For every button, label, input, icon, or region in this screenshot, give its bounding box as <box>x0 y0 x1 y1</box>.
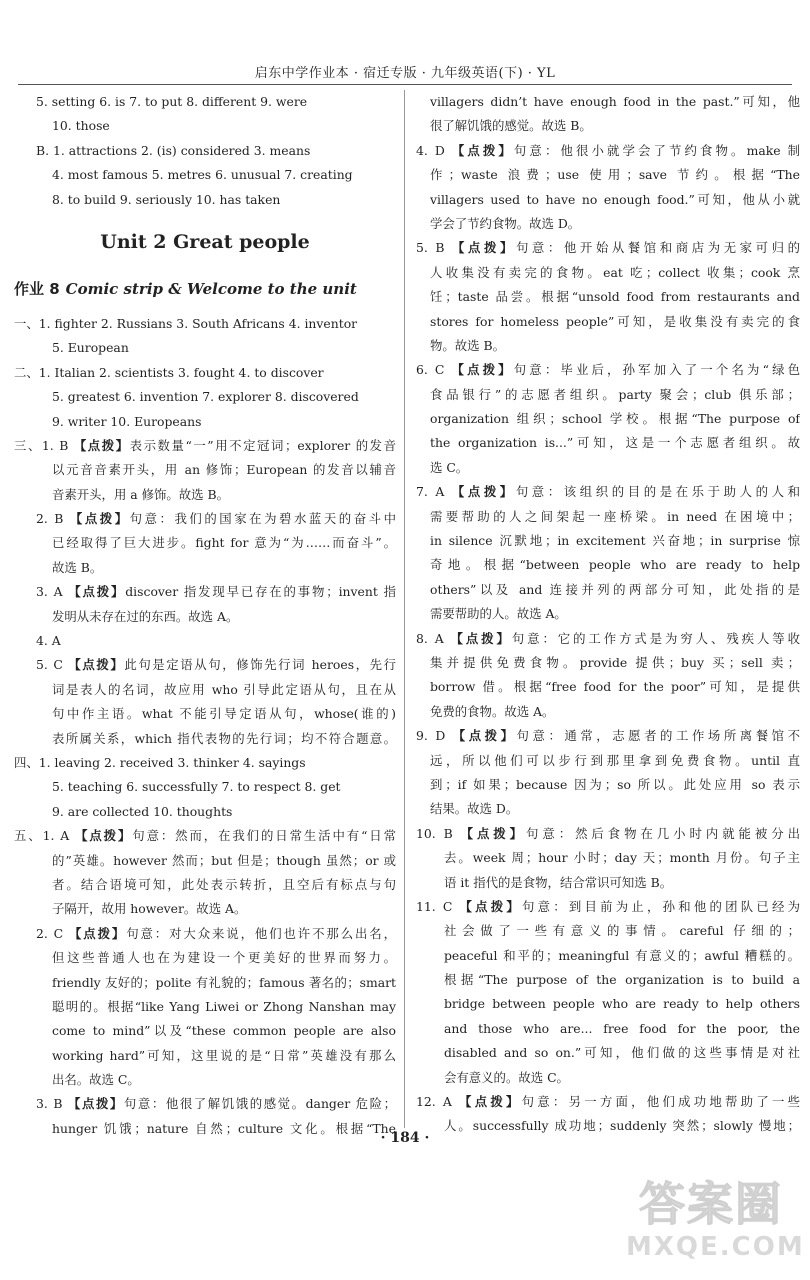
hint-tag: 【点拨】 <box>451 362 514 378</box>
answer-line: 已经取得了巨大进步。fight for 意为“为……而奋斗”。 <box>52 535 396 551</box>
answer-line: the organization is...”可知，这是一个志愿者组织。故 <box>430 435 800 451</box>
header-rule <box>18 84 792 85</box>
answer-line: 物。故选 B。 <box>430 337 505 353</box>
answer-line: 5. B 【点拨】句意：他开始从餐馆和商店为无家可归的 <box>416 240 800 256</box>
hint-tag: 【点拨】 <box>69 511 130 527</box>
column-divider <box>404 90 405 1128</box>
answer-line: 4. A <box>36 633 61 649</box>
answer-line: 2. C 【点拨】句意：对大众来说，他们也许不那么出名， <box>36 925 396 941</box>
answer-line: 发明从未存在过的东西。故选 A。 <box>52 608 239 624</box>
answer-line: 5. setting 6. is 7. to put 8. different 9. were <box>36 94 308 109</box>
answer-line: 结果。故选 D。 <box>430 801 519 817</box>
answer-line: 饪；taste 品尝。根据“unsold food from restaurants and <box>430 289 800 305</box>
answer-line: 根据“The purpose of the organization is to build a <box>444 972 800 988</box>
answer-line: 集并提供免费食物。provide 提供；buy 买；sell 卖； <box>430 654 800 670</box>
watermark-url: MXQE.COM <box>626 1232 805 1262</box>
answer-line: 5. greatest 6. invention 7. explorer 8. discovered <box>52 389 359 405</box>
answer-line: 远，所以他们可以步行到那里拿到免费食物。until 直 <box>430 752 800 768</box>
hint-tag: 【点拨】 <box>452 240 516 256</box>
answer-line: 10. those <box>52 118 110 134</box>
hint-tag: 【点拨】 <box>67 1096 124 1112</box>
answer-line: B. 1. attractions 2. (is) considered 3. means <box>36 142 311 158</box>
site-watermark <box>626 1177 805 1274</box>
answer-line: in silence 沉默地；in excitement 兴奋地；in surprise 惊 <box>430 533 800 549</box>
answer-line: 表所属关系，which 指代表物的先行词；均不符合题意。 <box>52 730 396 746</box>
left-column <box>14 90 396 1141</box>
answer-line: friendly 友好的；polite 有礼貌的；famous 著名的；smart <box>52 974 396 990</box>
answer-line: 5. C 【点拨】此句是定语从句，修饰先行词 heroes，先行 <box>36 657 396 673</box>
watermark-logo-text: 答案圈 <box>639 1177 783 1231</box>
answer-line: 四、1. leaving 2. received 3. thinker 4. sayings <box>14 754 306 770</box>
right-column <box>416 90 800 1139</box>
answer-line: 4. D 【点拨】句意：他很小就学会了节约食物。make 制 <box>416 142 800 158</box>
answer-line: 食品银行”的志愿者组织。party 聚会；club 俱乐部； <box>430 386 800 402</box>
answer-line: 3. B 【点拨】句意：他很了解饥饿的感觉。danger 危险； <box>36 1096 396 1112</box>
hint-tag: 【点拨】 <box>68 584 126 600</box>
answer-line: 五、1. A 【点拨】句意：然而，在我们的日常生活中有“日常 <box>14 828 396 844</box>
answer-line: 二、1. Italian 2. scientists 3. fought 4. to discover <box>14 364 324 380</box>
answer-line: 5. European <box>52 340 129 356</box>
homework-number: 作业 8 <box>14 279 60 298</box>
hint-tag: 【点拨】 <box>69 925 127 941</box>
hint-tag: 【点拨】 <box>73 437 130 453</box>
hint-tag: 【点拨】 <box>68 657 125 673</box>
answer-line: come to mind”以及“these common people are also <box>52 1023 396 1039</box>
answer-line: 句中作主语。what 不能引导定语从句，whose(谁的) <box>52 706 396 722</box>
answer-line: 2. B 【点拨】句意：我们的国家在为碧水蓝天的奋斗中 <box>36 511 396 527</box>
answer-line: 免费的食物。故选 A。 <box>430 703 555 719</box>
answer-line: 子隔开，故用 however。故选 A。 <box>52 901 247 917</box>
answer-line: 7. A 【点拨】句意：该组织的目的是在乐于助人的人和 <box>416 484 800 500</box>
running-header: 启东中学作业本 · 宿迁专版 · 九年级英语(下) · YL <box>254 66 556 81</box>
answer-line: others”以及 and 连接并列的两部分可知，此处指的是 <box>430 581 800 597</box>
homework-title <box>14 272 396 312</box>
answer-line: 9. are collected 10. thoughts <box>52 803 233 819</box>
answer-line: stores for homeless people”可知，是收集没有卖完的食 <box>430 313 800 329</box>
answer-line: 故选 B。 <box>52 559 103 575</box>
answer-line: 11. C 【点拨】句意：到目前为止，孙和他的团队已经为 <box>416 898 800 914</box>
answer-line: 学会了节约食物。故选 D。 <box>430 215 581 231</box>
answer-line: 聪明的。根据“like Yang Liwei or Zhong Nanshan may <box>52 998 396 1014</box>
hint-tag: 【点拨】 <box>75 828 133 844</box>
answer-line: 需要帮助的人。故选 A。 <box>430 606 567 622</box>
answer-line: 奇地。根据“between people who are ready to help <box>430 557 800 573</box>
answer-line: 词是表人的名词，故应用 who 引导此定语从句，且在从 <box>52 681 396 697</box>
answer-line: villagers didn’t have enough food in the past.”可知，他 <box>430 94 800 109</box>
answer-line: hunger 饥饿；nature 自然；culture 文化。根据“The <box>52 1120 396 1136</box>
answer-line: borrow 借。根据“free food for the poor”可知，是提供 <box>430 679 800 695</box>
answer-line: 8. A 【点拨】句意：它的工作方式是为穷人、残疾人等收 <box>416 630 800 646</box>
answer-line: 5. teaching 6. successfully 7. to respect 8. get <box>52 779 341 795</box>
hint-tag: 【点拨】 <box>451 484 516 500</box>
unit-title: Unit 2 Great people <box>100 230 310 253</box>
answer-line: 4. most famous 5. metres 6. unusual 7. creating <box>52 167 353 183</box>
answer-line: disabled and so on.”可知，他们做的这些事情是对社 <box>444 1045 800 1061</box>
answer-line: 6. C 【点拨】句意：毕业后，孙军加入了一个名为“绿色 <box>416 362 800 378</box>
answer-line: 的”英雄。however 然而；but 但是；though 虽然；or 或 <box>52 852 396 868</box>
answer-line: 会有意义的。故选 C。 <box>444 1069 569 1085</box>
hint-tag: 【点拨】 <box>450 630 512 646</box>
hint-tag: 【点拨】 <box>459 1094 522 1110</box>
answer-line: 人收集没有卖完的食物。eat 吃；collect 收集；cook 烹 <box>430 264 800 280</box>
answer-line: 作；waste 浪费；use 使用；save 节约。根据“The <box>430 167 800 183</box>
homework-topic: Comic strip & Welcome to the unit <box>65 279 357 298</box>
answer-line: 语 it 指代的是食物，结合常识可知选 B。 <box>444 874 673 890</box>
answer-line: peaceful 和平的；meaningful 有意义的；awful 糟糕的。 <box>444 947 800 963</box>
page-number: · 184 · <box>380 1130 430 1146</box>
answer-line: 10. B 【点拨】句意：然后食物在几小时内就能被分出 <box>416 825 800 841</box>
answer-line: 一、1. fighter 2. Russians 3. South Africans 4. inventor <box>14 315 358 331</box>
answer-line: 很了解饥饿的感觉。故选 B。 <box>430 118 592 134</box>
answer-line: 人。successfully 成功地；suddenly 突然；slowly 慢地； <box>444 1118 800 1134</box>
answer-line: 选 C。 <box>430 459 469 475</box>
answer-line: 三、1. B 【点拨】表示数量“一”用不定冠词；explorer 的发音 <box>14 437 396 453</box>
answer-line: and those who are... free food for the poor, the <box>444 1020 800 1036</box>
hint-tag: 【点拨】 <box>460 825 527 841</box>
hint-tag: 【点拨】 <box>451 142 514 158</box>
hint-tag: 【点拨】 <box>459 898 523 914</box>
answer-line: 去。week 周；hour 小时；day 天；month 月份。句子主 <box>444 850 800 866</box>
answer-line: bridge between people who are ready to help others <box>444 996 800 1012</box>
answer-line: 但这些普通人也在为建设一个更美好的世界而努力。 <box>52 950 396 966</box>
answer-line: working hard”可知，这里说的是“日常”英雄没有那么 <box>52 1047 396 1063</box>
hint-tag: 【点拨】 <box>452 728 517 744</box>
answer-line: 12. A 【点拨】句意：另一方面，他们成功地帮助了一些 <box>416 1094 800 1110</box>
answer-line: 音素开头，用 a 修饰。故选 B。 <box>52 486 229 502</box>
answer-line: villagers used to have no enough food.”可知，他从小就 <box>430 191 800 207</box>
answer-line: 9. writer 10. Europeans <box>52 413 202 429</box>
answer-line: organization 组织；school 学校。根据“The purpose of <box>430 411 800 427</box>
answer-line: 出名。故选 C。 <box>52 1072 140 1088</box>
answer-line: 3. A 【点拨】discover 指发现早已存在的事物；invent 指 <box>36 584 396 600</box>
answer-line: 社会做了一些有意义的事情。careful 仔细的； <box>444 923 800 939</box>
answer-line: 到；if 如果；because 因为；so 所以。此处应用 so 表示 <box>430 776 800 792</box>
answer-line: 9. D 【点拨】句意：通常，志愿者的工作场所离餐馆不 <box>416 728 800 744</box>
answer-line: 需要帮助的人之间架起一座桥梁。in need 在困境中； <box>430 508 800 524</box>
answer-line: 8. to build 9. seriously 10. has taken <box>52 191 281 207</box>
answer-line: 者。结合语境可知，此处表示转折，且空后有标点与句 <box>52 876 396 892</box>
answer-line: 以元音音素开头，用 an 修饰；European 的发音以辅音 <box>52 462 396 478</box>
